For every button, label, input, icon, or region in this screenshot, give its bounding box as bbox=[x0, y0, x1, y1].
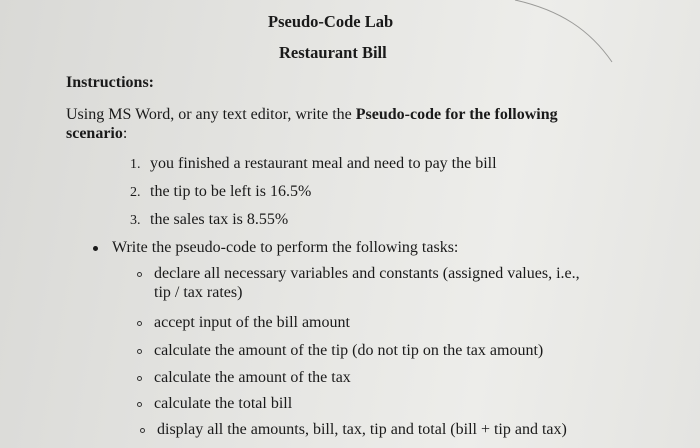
page-subtitle: Restaurant Bill bbox=[279, 43, 387, 62]
task-item: display all the amounts, bill, tax, tip and total (bill + tip and tax) bbox=[157, 421, 567, 438]
circle-bullet-icon bbox=[137, 402, 142, 407]
task-item: calculate the amount of the tip (do not tip on the tax amount) bbox=[154, 342, 544, 359]
circle-bullet-icon bbox=[137, 272, 142, 277]
instructions-line-2 bbox=[66, 124, 127, 143]
circle-bullet-icon bbox=[137, 321, 142, 326]
task-item: declare all necessary variables and constants (assigned values, i.e., bbox=[154, 265, 580, 282]
circle-bullet-icon bbox=[137, 376, 142, 381]
circle-bullet-icon bbox=[140, 428, 145, 433]
task-intro: Write the pseudo-code to perform the following tasks: bbox=[112, 239, 459, 256]
instructions-heading: Instructions: bbox=[66, 74, 155, 91]
instructions-emphasis: Pseudo-code for the following bbox=[355, 106, 558, 123]
task-item: calculate the amount of the tax bbox=[154, 369, 351, 386]
list-number: 1. bbox=[130, 157, 141, 172]
list-item: the tip to be left is 16.5% bbox=[150, 183, 312, 200]
task-item-continued: tip / tax rates) bbox=[154, 284, 243, 301]
instructions-text: Using MS Word, or any text editor, write the bbox=[66, 106, 356, 123]
instructions-colon: : bbox=[122, 125, 128, 142]
list-item: you finished a restaurant meal and need to pay the bill bbox=[150, 155, 497, 172]
task-item: calculate the total bill bbox=[154, 395, 293, 412]
bullet-icon bbox=[93, 246, 98, 251]
list-item: the sales tax is 8.55% bbox=[150, 211, 289, 228]
page-title: Pseudo-Code Lab bbox=[268, 12, 394, 31]
instructions-emphasis-2: scenario bbox=[66, 125, 123, 142]
task-item: accept input of the bill amount bbox=[154, 314, 350, 331]
instructions-line-1 bbox=[66, 105, 558, 124]
circle-bullet-icon bbox=[137, 349, 142, 354]
list-number: 3. bbox=[130, 213, 141, 228]
list-number: 2. bbox=[130, 185, 141, 200]
